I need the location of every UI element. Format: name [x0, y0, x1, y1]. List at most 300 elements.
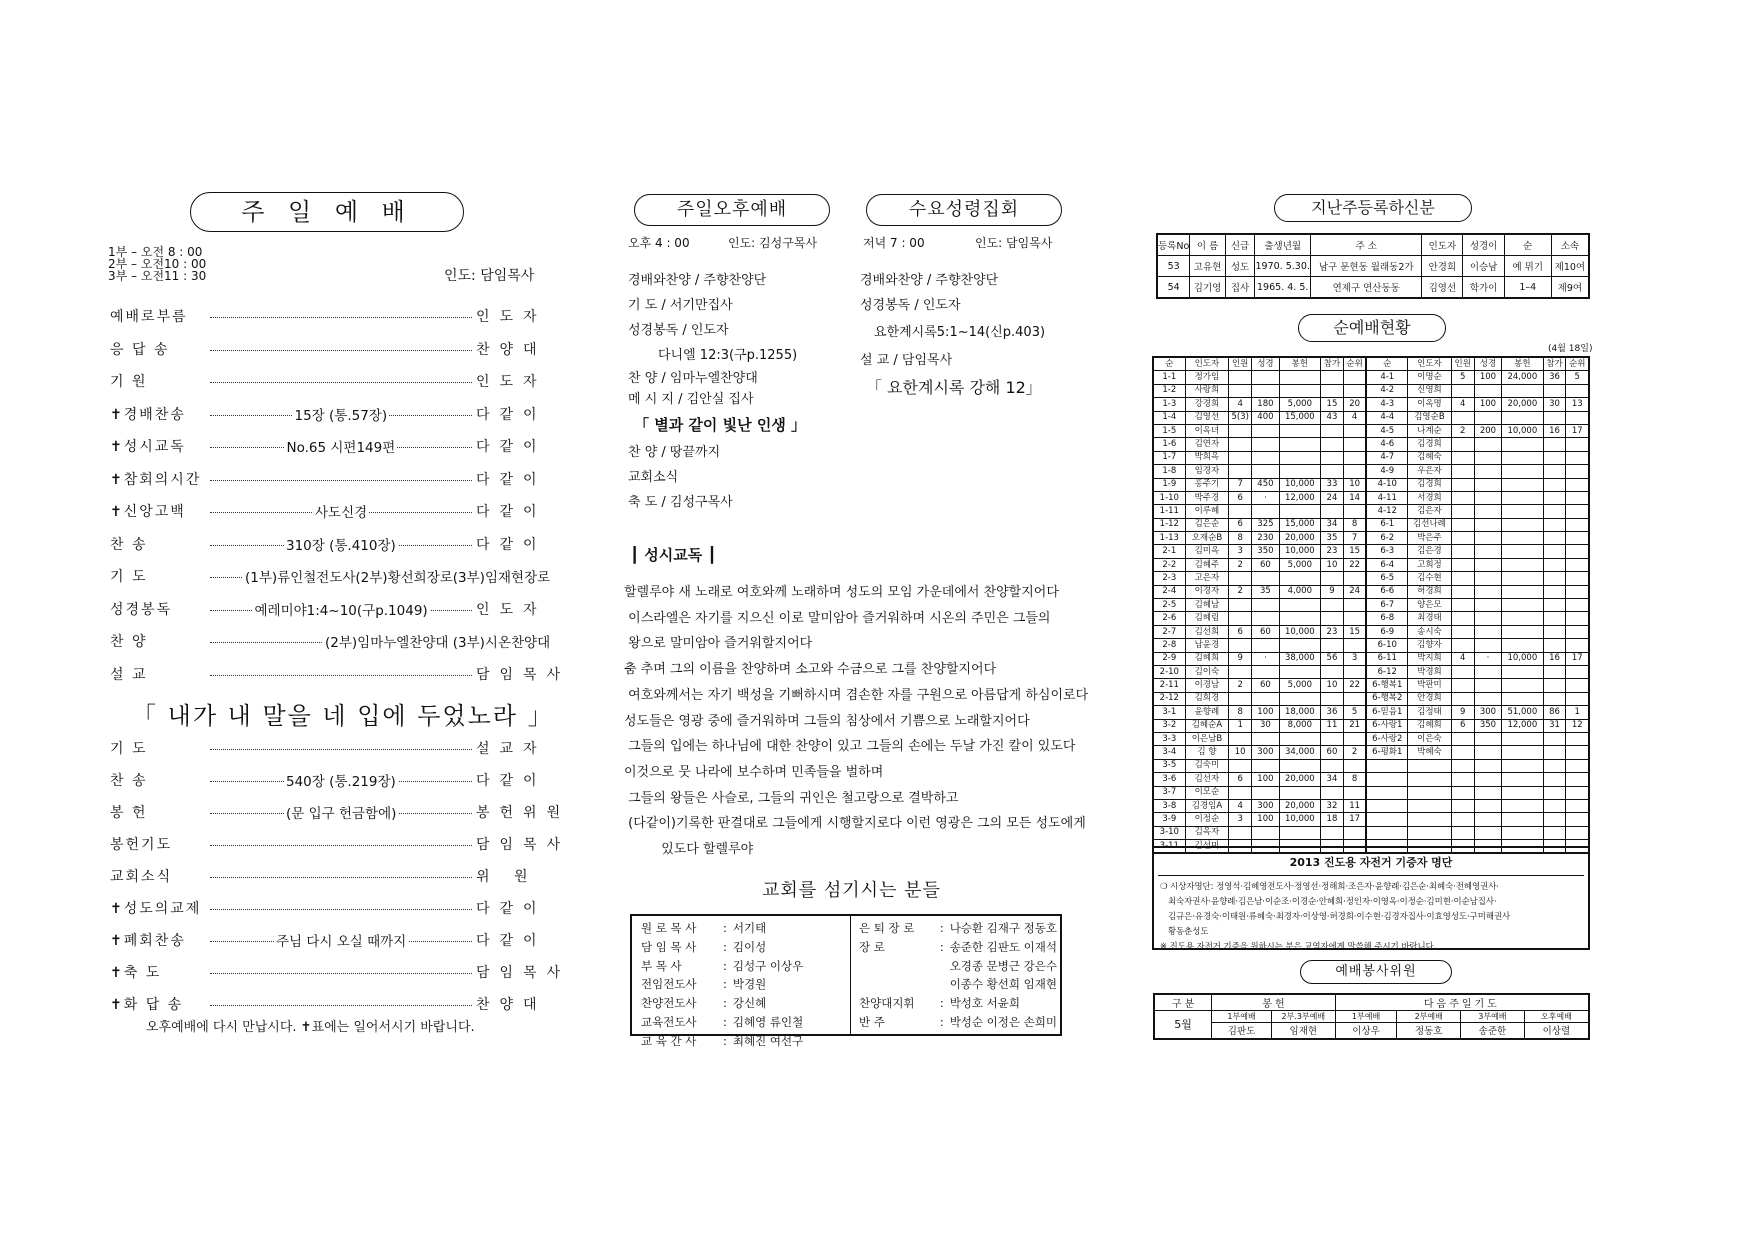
attendance-cell [1543, 773, 1566, 786]
attendance-cell [1543, 826, 1566, 839]
attendance-header-cell: 순 [1366, 357, 1407, 371]
registration-cell: 1–4 [1504, 277, 1551, 299]
attendance-cell: 2-4 [1153, 585, 1185, 598]
attendance-cell: 34,000 [1279, 746, 1320, 759]
attendance-cell: 5(3) [1229, 411, 1252, 424]
wednesday-program [860, 268, 1045, 402]
service-item-leader: 다같이 [476, 901, 547, 917]
attendance-cell [1474, 732, 1502, 745]
attendance-cell: 4 [1451, 652, 1474, 665]
staff-title: 교회를 섬기시는 분들 [762, 880, 941, 901]
attendance-cell: 이은숙 [1408, 732, 1452, 745]
attendance-cell [1566, 799, 1589, 812]
attendance-cell: 15 [1343, 625, 1366, 638]
service-item-leader: 다같이 [476, 933, 547, 949]
attendance-cell [1543, 786, 1566, 799]
attendance-cell [1320, 732, 1343, 745]
attendance-cell [1474, 773, 1502, 786]
attendance-cell [1543, 545, 1566, 558]
attendance-row [1153, 451, 1589, 464]
attendance-cell: 22 [1343, 558, 1366, 571]
attendance-cell [1502, 532, 1543, 545]
staff-colon: : [723, 958, 727, 973]
registration-cell: 53 [1157, 256, 1190, 277]
staff-row [856, 938, 1060, 957]
attendance-cell [1566, 438, 1589, 451]
attendance-cell: 3-4 [1153, 746, 1185, 759]
attendance-cell: 김경임A [1185, 799, 1229, 812]
attendance-cell: 2-12 [1153, 692, 1185, 705]
attendance-row [1153, 532, 1589, 545]
afternoon-item: 성경봉독 / 인도자 [628, 323, 729, 338]
attendance-cell [1502, 518, 1543, 531]
attendance-cell: 3-1 [1153, 706, 1185, 719]
attendance-cell: 6-10 [1366, 639, 1407, 652]
service-item-leader: 찬양대 [476, 341, 547, 358]
attendance-cell [1320, 786, 1343, 799]
donor-line: 김규은·유경숙·이태원·류혜숙·최경자·이상영·허경희·이수현·김경자집사·이효영성도·구미해권사 [1160, 911, 1511, 921]
attendance-cell: 4 [1229, 799, 1252, 812]
attendance-cell [1543, 558, 1566, 571]
attendance-cell: 나계순 [1408, 424, 1452, 437]
staff-role: 교 육 간 사 [641, 1033, 697, 1048]
attendance-row [1153, 491, 1589, 504]
attendance-cell [1502, 572, 1543, 585]
attendance-cell: 4-10 [1366, 478, 1407, 491]
staff-role [856, 957, 937, 976]
attendance-row [1153, 759, 1589, 772]
attendance-cell: 8 [1229, 706, 1252, 719]
attendance-cell: 1 [1229, 719, 1252, 732]
attendance-cell [1451, 518, 1474, 531]
wednesday-sermon-title: 「 요한계시록 강해 12」 [866, 378, 1042, 397]
service-item-label: 봉헌기도 [110, 837, 173, 853]
attendance-cell [1252, 759, 1280, 772]
attendance-row [1153, 478, 1589, 491]
attendance-cell [1343, 826, 1366, 839]
attendance-cell [1343, 424, 1366, 437]
registration-cell: 학가이 [1463, 277, 1504, 299]
attendance-cell [1543, 438, 1566, 451]
attendance-cell: 6-사랑2 [1366, 732, 1407, 745]
attendance-cell [1252, 572, 1280, 585]
registration-cell: 연제구 연산동동 [1311, 277, 1422, 299]
attendance-cell: 300 [1252, 746, 1280, 759]
registration-header-cell: 신급 [1225, 234, 1254, 256]
service-item-leader: 설교자 [476, 741, 547, 757]
staff-row [856, 994, 1060, 1013]
volunteers-service-header: 1부예배 [1335, 1011, 1397, 1023]
attendance-cell: 36 [1320, 706, 1343, 719]
attendance-cell [1229, 384, 1252, 397]
attendance-cell: 이옥녀 [1185, 424, 1229, 437]
attendance-date: (4월 18일) [1548, 344, 1593, 354]
attendance-cell: 35 [1320, 532, 1343, 545]
attendance-cell [1543, 478, 1566, 491]
attendance-cell [1451, 773, 1474, 786]
attendance-cell [1320, 465, 1343, 478]
attendance-cell [1451, 692, 1474, 705]
wednesday-title: 수요성령집회 [866, 194, 1062, 226]
staff-row [638, 938, 806, 957]
attendance-cell [1229, 692, 1252, 705]
attendance-cell [1343, 438, 1366, 451]
attendance-cell: 4-2 [1366, 384, 1407, 397]
registration-header-cell: 순 [1504, 234, 1551, 256]
attendance-cell: 3 [1229, 545, 1252, 558]
attendance-cell [1343, 465, 1366, 478]
service-row [110, 599, 552, 619]
attendance-cell: 20,000 [1279, 799, 1320, 812]
service-row [110, 306, 552, 326]
attendance-cell [1543, 625, 1566, 638]
attendance-cell [1229, 826, 1252, 839]
attendance-cell: 14 [1343, 491, 1366, 504]
attendance-cell: 4-1 [1366, 371, 1407, 384]
attendance-cell [1229, 572, 1252, 585]
registration-cell: 집사 [1225, 277, 1254, 299]
attendance-cell [1543, 491, 1566, 504]
attendance-cell: 21 [1343, 719, 1366, 732]
staff-right [856, 919, 1060, 1032]
attendance-cell: 6-1 [1366, 518, 1407, 531]
staff-row [856, 1013, 1060, 1032]
attendance-cell: 6-사랑1 [1366, 719, 1407, 732]
attendance-cell: 김이숙 [1185, 665, 1229, 678]
attendance-row [1153, 826, 1589, 839]
staff-colon: : [723, 1033, 727, 1048]
attendance-cell: 1-8 [1153, 465, 1185, 478]
attendance-cell: 15 [1343, 545, 1366, 558]
registration-header-cell: 출생년월 [1255, 234, 1311, 256]
attendance-cell [1229, 465, 1252, 478]
attendance-cell [1451, 558, 1474, 571]
service-row [110, 631, 552, 651]
attendance-cell: 22 [1343, 679, 1366, 692]
service-item-label: ✝참회의시간 [110, 471, 202, 488]
attendance-cell [1451, 665, 1474, 678]
attendance-cell: 3 [1229, 813, 1252, 826]
volunteers-month: 5월 [1154, 1011, 1212, 1039]
attendance-cell [1566, 585, 1589, 598]
attendance-header-row [1153, 357, 1589, 371]
attendance-cell: 1 [1566, 706, 1589, 719]
staff-row [638, 1013, 806, 1032]
attendance-cell: 6-6 [1366, 585, 1407, 598]
attendance-cell: 6-3 [1366, 545, 1407, 558]
attendance-cell [1566, 465, 1589, 478]
staff-box [630, 914, 1062, 1048]
service-item-detail: (2부)임마누엘찬양대 (3부)시온찬양대 [323, 631, 552, 651]
donor-title-rule [1158, 875, 1584, 876]
attendance-cell [1343, 786, 1366, 799]
attendance-row [1153, 398, 1589, 411]
attendance-cell [1451, 813, 1474, 826]
staff-names: 박성호 서윤희 [949, 996, 1021, 1011]
attendance-cell [1566, 625, 1589, 638]
attendance-cell: 안경희 [1408, 692, 1452, 705]
staff-names: 송준한 김판도 이재석 [949, 939, 1057, 954]
attendance-cell: 10,000 [1279, 545, 1320, 558]
attendance-cell: 박판미 [1408, 679, 1452, 692]
dotted-leader [210, 350, 472, 351]
attendance-cell [1566, 491, 1589, 504]
attendance-cell [1474, 813, 1502, 826]
attendance-cell: 3 [1343, 652, 1366, 665]
attendance-cell: 30 [1543, 398, 1566, 411]
attendance-cell [1502, 773, 1543, 786]
attendance-cell: 20,000 [1279, 773, 1320, 786]
staff-role: 반 주 [859, 1014, 885, 1029]
attendance-cell [1474, 746, 1502, 759]
attendance-cell: 300 [1252, 799, 1280, 812]
attendance-cell [1543, 759, 1566, 772]
attendance-cell [1474, 478, 1502, 491]
service-item-label: 봉 헌 [110, 805, 148, 821]
attendance-row [1153, 706, 1589, 719]
attendance-cell: 10,000 [1279, 478, 1320, 491]
attendance-cell [1502, 612, 1543, 625]
attendance-cell: 60 [1252, 679, 1280, 692]
attendance-cell: 30 [1252, 719, 1280, 732]
reading-line: 그들의 입에는 하나님에 대한 찬양이 있고 그들의 손에는 두날 가진 칼이 있도다 [624, 739, 1076, 755]
attendance-cell: 2-5 [1153, 599, 1185, 612]
attendance-cell [1229, 759, 1252, 772]
afternoon-item: 다니엘 12:3(구p.1255) [658, 348, 798, 363]
dotted-leader [210, 973, 472, 974]
reading-line: 할렐루야 새 노래로 여호와께 노래하며 성도의 모임 가운데에서 찬양할지어다 [624, 585, 1059, 600]
attendance-cell: 고희정 [1408, 558, 1452, 571]
attendance-cell: 8 [1229, 532, 1252, 545]
registration-cell: 이승남 [1463, 256, 1504, 277]
attendance-cell [1566, 639, 1589, 652]
attendance-cell: 김영선 [1185, 411, 1229, 424]
attendance-cell [1408, 826, 1452, 839]
attendance-cell: 4-5 [1366, 424, 1407, 437]
attendance-cell [1252, 639, 1280, 652]
attendance-cell [1279, 599, 1320, 612]
attendance-cell: 서경희 [1408, 491, 1452, 504]
attendance-cell [1474, 625, 1502, 638]
attendance-header-cell: 순 [1153, 357, 1185, 371]
reading-line: 성도들은 영광 중에 즐거워하며 그들의 침상에서 기쁨으로 노래할지어다 [624, 713, 1030, 729]
attendance-cell: 2-8 [1153, 639, 1185, 652]
reading-line: 춤 추며 그의 이름을 찬양하며 소고와 수금으로 그를 찬양할지어다 [624, 662, 997, 678]
attendance-cell [1474, 665, 1502, 678]
attendance-cell: 김혜남 [1185, 599, 1229, 612]
attendance-cell [1474, 384, 1502, 397]
attendance-cell: 24 [1320, 491, 1343, 504]
attendance-cell: 김수현 [1408, 572, 1452, 585]
attendance-cell [1566, 679, 1589, 692]
attendance-cell [1502, 491, 1543, 504]
staff-colon [937, 957, 947, 976]
attendance-cell [1451, 639, 1474, 652]
service-item-leader: 다같이 [476, 504, 547, 520]
attendance-cell: 100 [1252, 773, 1280, 786]
attendance-cell [1451, 599, 1474, 612]
attendance-cell: 24 [1343, 585, 1366, 598]
attendance-cell: 4 [1229, 398, 1252, 411]
attendance-cell [1502, 438, 1543, 451]
attendance-cell [1566, 665, 1589, 678]
attendance-cell [1320, 572, 1343, 585]
attendance-cell [1279, 371, 1320, 384]
registration-cell: 예 뮈기 [1504, 256, 1551, 277]
reading-line: 이것으로 뭇 나라에 보수하며 민족들을 벌하며 [624, 764, 884, 780]
attendance-cell [1320, 371, 1343, 384]
donor-title: 2013 진도용 자전거 기증자 명단 [1289, 856, 1453, 869]
attendance-cell: 김옥자 [1185, 826, 1229, 839]
attendance-cell: 31 [1543, 719, 1566, 732]
attendance-cell: 1-10 [1153, 491, 1185, 504]
attendance-cell [1343, 599, 1366, 612]
attendance-cell [1474, 639, 1502, 652]
attendance-row [1153, 558, 1589, 571]
attendance-cell [1543, 813, 1566, 826]
wednesday-leader: 인도: 담임목사 [975, 236, 1053, 250]
service-item-label: 응 답 송 [110, 341, 170, 358]
service-row [110, 566, 552, 586]
attendance-cell [1343, 665, 1366, 678]
attendance-cell [1566, 599, 1589, 612]
dotted-leader [210, 845, 472, 846]
attendance-cell [1229, 732, 1252, 745]
attendance-cell: 9 [1451, 706, 1474, 719]
attendance-cell: 1-11 [1153, 505, 1185, 518]
attendance-cell: 김숙미 [1185, 759, 1229, 772]
attendance-cell: 10 [1343, 478, 1366, 491]
attendance-cell: 10 [1320, 558, 1343, 571]
attendance-header-cell: 참가 [1543, 357, 1566, 371]
attendance-cell [1451, 532, 1474, 545]
attendance-cell [1229, 424, 1252, 437]
attendance-cell: 4 [1451, 398, 1474, 411]
attendance-cell [1229, 665, 1252, 678]
attendance-cell [1252, 438, 1280, 451]
dotted-leader [210, 749, 472, 750]
service-row [110, 501, 552, 521]
attendance-cell: 김선미 [1185, 840, 1229, 854]
volunteers-gubun-header: 구 분 [1154, 994, 1212, 1011]
staff-role: 찬양대지휘 [859, 996, 915, 1011]
attendance-cell: 20 [1343, 398, 1366, 411]
attendance-cell: · [1474, 652, 1502, 665]
attendance-cell: 4,000 [1279, 585, 1320, 598]
registration-cell: 고유현 [1190, 256, 1226, 277]
attendance-cell: 8 [1343, 518, 1366, 531]
attendance-cell: 3-5 [1153, 759, 1185, 772]
attendance-cell [1474, 545, 1502, 558]
attendance-cell: 1-1 [1153, 371, 1185, 384]
attendance-cell [1252, 371, 1280, 384]
attendance-cell: 13 [1566, 398, 1589, 411]
attendance-cell [1566, 451, 1589, 464]
attendance-cell: 김은순 [1185, 518, 1229, 531]
attendance-cell: 4-6 [1366, 438, 1407, 451]
service-item-leader: 봉헌위원 [476, 805, 571, 821]
attendance-cell [1474, 826, 1502, 839]
attendance-header-cell: 봉헌 [1279, 357, 1320, 371]
service-row [110, 664, 571, 684]
attendance-cell: 7 [1229, 478, 1252, 491]
attendance-cell: 4-7 [1366, 451, 1407, 464]
attendance-cell: 박주경 [1185, 491, 1229, 504]
attendance-cell: 86 [1543, 706, 1566, 719]
attendance-cell [1343, 451, 1366, 464]
attendance-cell [1566, 612, 1589, 625]
service-item-leader: 담임목사 [476, 666, 571, 683]
attendance-cell: 3-2 [1153, 719, 1185, 732]
attendance-cell: 6-행복2 [1366, 692, 1407, 705]
afternoon-leader: 인도: 김성구목사 [728, 236, 818, 250]
attendance-cell: 2-7 [1153, 625, 1185, 638]
service-item-leader: 위 원 [476, 869, 538, 885]
attendance-cell: 5 [1343, 706, 1366, 719]
attendance-cell: 2-9 [1153, 652, 1185, 665]
attendance-cell: 임경자 [1185, 465, 1229, 478]
attendance-cell [1252, 786, 1280, 799]
attendance-cell [1320, 692, 1343, 705]
attendance-cell: 이경자 [1185, 585, 1229, 598]
attendance-row [1153, 465, 1589, 478]
attendance-header-cell: 성경 [1252, 357, 1280, 371]
attendance-cell [1252, 505, 1280, 518]
attendance-cell [1252, 451, 1280, 464]
service-item-leader: 담임목사 [476, 837, 571, 853]
attendance-cell [1343, 612, 1366, 625]
attendance-cell [1279, 612, 1320, 625]
attendance-cell: 9 [1229, 652, 1252, 665]
attendance-cell [1229, 438, 1252, 451]
staff-role [856, 975, 937, 994]
attendance-cell: 23 [1320, 545, 1343, 558]
service-item-label: 성경봉독 [110, 601, 173, 618]
staff-colon: : [723, 1014, 727, 1029]
attendance-cell: 5,000 [1279, 558, 1320, 571]
staff-colon: : [723, 996, 727, 1011]
attendance-cell [1252, 612, 1280, 625]
volunteers-name: 임재현 [1271, 1023, 1335, 1039]
attendance-cell [1320, 505, 1343, 518]
attendance-cell: 10 [1320, 679, 1343, 692]
staff-role: 부 목 사 [641, 958, 682, 973]
attendance-cell: 400 [1252, 411, 1280, 424]
afternoon-item: 경배와찬양 / 주향찬양단 [628, 273, 767, 288]
attendance-cell: 100 [1252, 813, 1280, 826]
service-item-leader: 담임목사 [476, 965, 571, 981]
attendance-cell: 350 [1474, 719, 1502, 732]
dotted-leader [210, 317, 472, 318]
service-item-leader: 다같이 [476, 471, 547, 488]
afternoon-title: 주일오후예배 [634, 194, 830, 226]
volunteers-service-header: 2부예배 [1397, 1011, 1461, 1023]
staff-names: 최혜진 여선구 [732, 1033, 804, 1048]
attendance-cell [1502, 451, 1543, 464]
attendance-header-cell: 참가 [1320, 357, 1343, 371]
attendance-cell [1474, 759, 1502, 772]
wednesday-time: 저녁 7 : 00 [863, 236, 925, 250]
attendance-cell [1451, 732, 1474, 745]
attendance-cell [1451, 759, 1474, 772]
donor-box [1152, 846, 1590, 950]
service-item-label: ✝화 답 송 [110, 997, 184, 1013]
attendance-cell [1502, 799, 1543, 812]
attendance-cell: 10,000 [1279, 813, 1320, 826]
registration-header-cell: 성경이 [1463, 234, 1504, 256]
wednesday-item: 경배와찬양 / 주향찬양단 [860, 273, 999, 288]
staff-role: 전임전도사 [641, 977, 697, 992]
